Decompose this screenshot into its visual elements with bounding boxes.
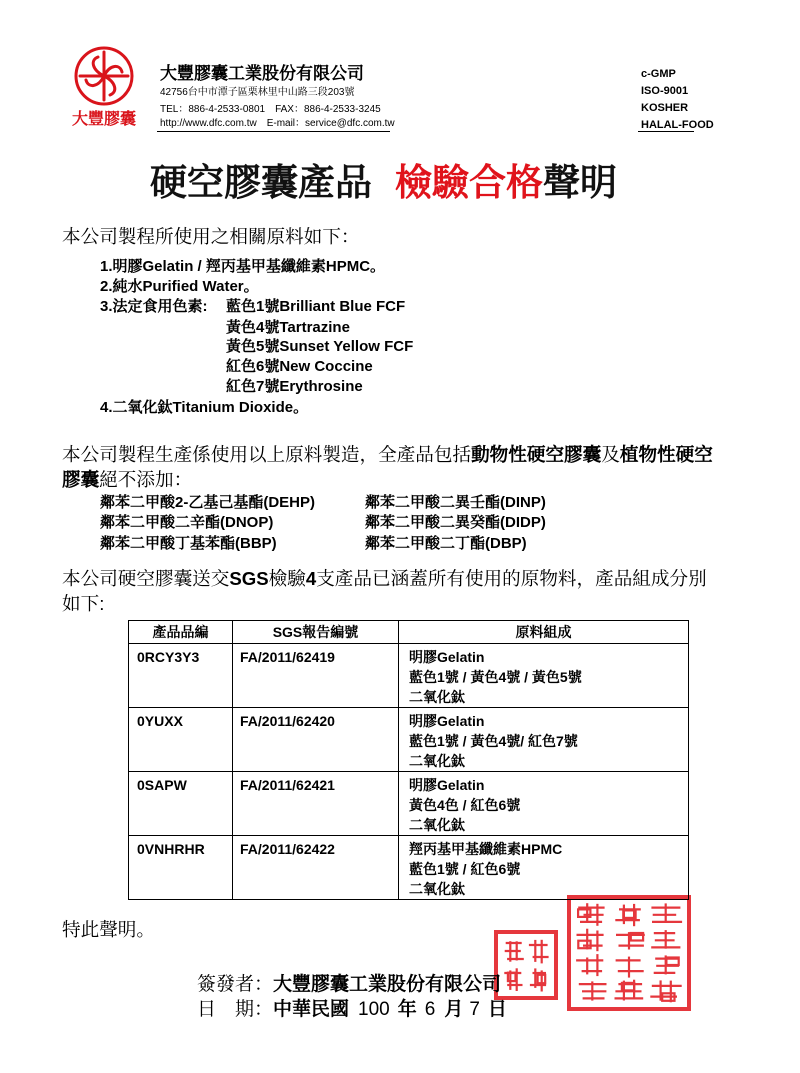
phthalate-item: 鄰苯二甲酸二辛酯(DNOP) [100, 514, 274, 531]
company-web-email: http://www.dfc.com.tw E-mail：service@dfc.com.tw [160, 118, 395, 129]
date-month-unit: 月 [444, 999, 464, 1020]
logo-text: 大豐膠囊 [71, 111, 136, 128]
date-year: 100 [358, 999, 390, 1020]
colorant-item: 黃色5號Sunset Yellow FCF [226, 338, 414, 355]
composition-line: 明膠Gelatin [409, 713, 485, 729]
material-item: 1.明膠Gelatin / 羥丙基甲基纖維素HPMC。 [100, 258, 386, 275]
statement-text: 絕不添加： [99, 469, 193, 490]
product-code: 0VNHRHR [129, 836, 233, 900]
company-name: 大豐膠囊工業股份有限公司 [160, 64, 364, 83]
composition-line: 藍色1號 / 黃色4號 / 黃色5號 [409, 669, 582, 685]
date-label: 日 期： [197, 999, 274, 1020]
company-logo-icon [70, 44, 140, 108]
composition-line: 藍色1號 / 紅色6號 [409, 861, 521, 877]
date-year-unit: 年 [397, 999, 417, 1020]
issuer-name: 大豐膠囊工業股份有限公司 [273, 974, 502, 995]
column-header: 產品品編 [129, 621, 233, 644]
composition-line: 二氧化鈦 [409, 753, 465, 769]
report-number: FA/2011/62422 [233, 836, 399, 900]
composition-line: 明膠Gelatin [409, 649, 485, 665]
date-month: 6 [424, 999, 436, 1020]
colorant-item: 藍色1號Brilliant Blue FCF [226, 298, 406, 315]
statement-conjunction: 及 [601, 444, 620, 465]
colorant-item: 黃色4號Tartrazine [226, 319, 350, 336]
phthalate-item: 鄰苯二甲酸二丁酯(DBP) [365, 535, 527, 552]
phthalate-item: 鄰苯二甲酸二異癸酯(DIDP) [365, 514, 546, 531]
sgs-note-line-1 [62, 568, 707, 590]
header-divider-left [157, 131, 390, 132]
date-day: 7 [469, 999, 480, 1020]
product-code: 0SAPW [129, 772, 233, 836]
animal-capsules: 動物性硬空膠囊 [471, 444, 602, 465]
plant-capsules: 植物性硬空 [619, 444, 713, 465]
date-day-unit: 日 [487, 999, 507, 1020]
phthalate-item: 鄰苯二甲酸二異壬酯(DINP) [365, 494, 546, 511]
product-code: 0RCY3Y3 [129, 644, 233, 708]
statement-text: 本公司製程生產係使用以上原料製造，全產品包括 [62, 444, 472, 465]
sgs-lab-name: SGS [229, 568, 269, 589]
sgs-note-text: 支產品已涵蓋所有使用的原物料，產品組成分別 [316, 568, 707, 589]
statement-line-1 [62, 444, 713, 466]
colorant-item: 紅色7號Erythrosine [226, 378, 363, 395]
certification-label: c-GMP [641, 68, 676, 80]
composition-cell [399, 644, 689, 708]
table-header-row [129, 621, 689, 644]
representative-seal-stamp [493, 929, 559, 1001]
title-lead: 硬空膠囊產品 [150, 162, 372, 203]
document-title [150, 162, 617, 204]
table-row [129, 644, 689, 708]
material-item: 2.純水Purified Water。 [100, 278, 259, 295]
report-number: FA/2011/62421 [233, 772, 399, 836]
table-row [129, 708, 689, 772]
issuer-label: 簽發者： [197, 974, 274, 995]
table-row [129, 836, 689, 900]
title-highlight: 檢驗合格 [395, 162, 543, 203]
date-era: 中華民國 [273, 999, 350, 1020]
column-header: 原料組成 [399, 621, 689, 644]
statement-line-2 [62, 469, 192, 491]
report-number: FA/2011/62420 [233, 708, 399, 772]
composition-cell [399, 772, 689, 836]
phthalate-item: 鄰苯二甲酸2-乙基己基酯(DEHP) [100, 494, 316, 511]
composition-cell [399, 836, 689, 900]
material-item: 4.二氧化鈦Titanium Dioxide。 [100, 399, 309, 416]
plant-capsules: 膠囊 [62, 469, 100, 490]
composition-cell [399, 708, 689, 772]
sgs-note-line-2: 如下: [62, 593, 105, 614]
sgs-note-text: 檢驗 [268, 568, 306, 589]
composition-line: 藍色1號 / 黃色4號/ 紅色7號 [409, 733, 578, 749]
colorant-item: 紅色6號New Coccine [226, 358, 373, 375]
certification-label: ISO-9001 [641, 85, 689, 97]
composition-line: 二氧化鈦 [409, 881, 465, 897]
sgs-note-text: 本公司硬空膠囊送交 [62, 568, 230, 589]
closing-statement: 特此聲明。 [62, 919, 155, 940]
sgs-product-count: 4 [305, 568, 317, 589]
column-header: SGS報告編號 [233, 621, 399, 644]
intro-paragraph: 本公司製程所使用之相關原料如下： [62, 226, 360, 247]
company-phone-fax: TEL：886-4-2533-0801 FAX：886-4-2533-3245 [160, 104, 381, 115]
company-seal-stamp [566, 894, 692, 1012]
composition-line: 黃色4色 / 紅色6號 [409, 797, 521, 813]
certification-label: HALAL-FOOD [641, 119, 714, 131]
certification-label: KOSHER [641, 102, 689, 114]
sgs-report-table [128, 620, 689, 900]
report-number: FA/2011/62419 [233, 644, 399, 708]
composition-line: 二氧化鈦 [409, 689, 465, 705]
composition-line: 明膠Gelatin [409, 777, 485, 793]
composition-line: 二氧化鈦 [409, 817, 465, 833]
phthalate-item: 鄰苯二甲酸丁基苯酯(BBP) [100, 535, 277, 552]
company-address: 42756台中市潭子區栗林里中山路三段203號 [160, 87, 355, 98]
material-item-label: 3.法定食用色素: [100, 298, 208, 315]
composition-line: 羥丙基甲基纖維素HPMC [409, 841, 563, 857]
table-row [129, 772, 689, 836]
title-tail: 聲明 [543, 162, 617, 203]
date-line [197, 998, 507, 1022]
issuer-line [197, 973, 501, 997]
product-code: 0YUXX [129, 708, 233, 772]
